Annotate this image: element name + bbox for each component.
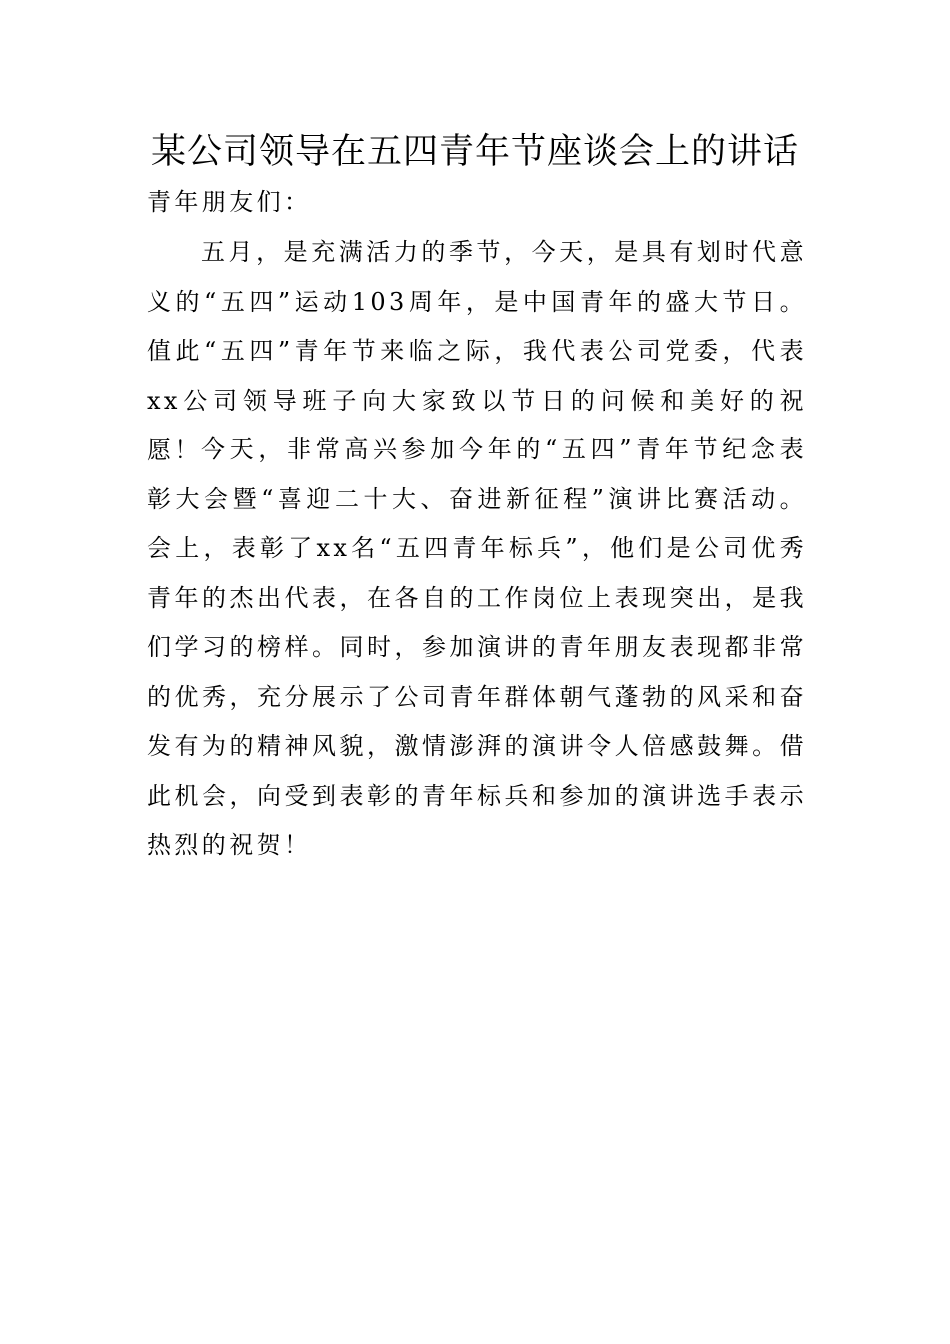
salutation: 青年朋友们： [147, 188, 312, 216]
document-title: 某公司领导在五四青年节座谈会上的讲话 [150, 132, 799, 172]
paragraph-2: 今天，非常高兴参加今年的“五四”青年节纪念表彰大会暨“喜迎二十大、奋进新征程”演讲比赛活动。会上，表彰了xx名“五四青年标兵”，他们是公司优秀青年的杰出代表，在各自的工作岗位上表现突出，是我们学习的榜样。同时，参加演讲的青年朋友表现都非常的优秀，充分展示了公司青年群体朝气蓬勃的风采和奋发有为的精神风貌，激情澎湃的演讲令人倍感鼓舞。借此机会，向受到表彰的青年标兵和参加的演讲选手表示热烈的祝贺！ [147, 435, 807, 859]
paragraph-1: 五月，是充满活力的季节，今天，是具有划时代意义的“五四”运动103周年，是中国青年的盛大节日。值此“五四”青年节来临之际，我代表公司党委，代表xx公司领导班子向大家致以节日的问候和美好的祝愿！ [147, 238, 807, 464]
